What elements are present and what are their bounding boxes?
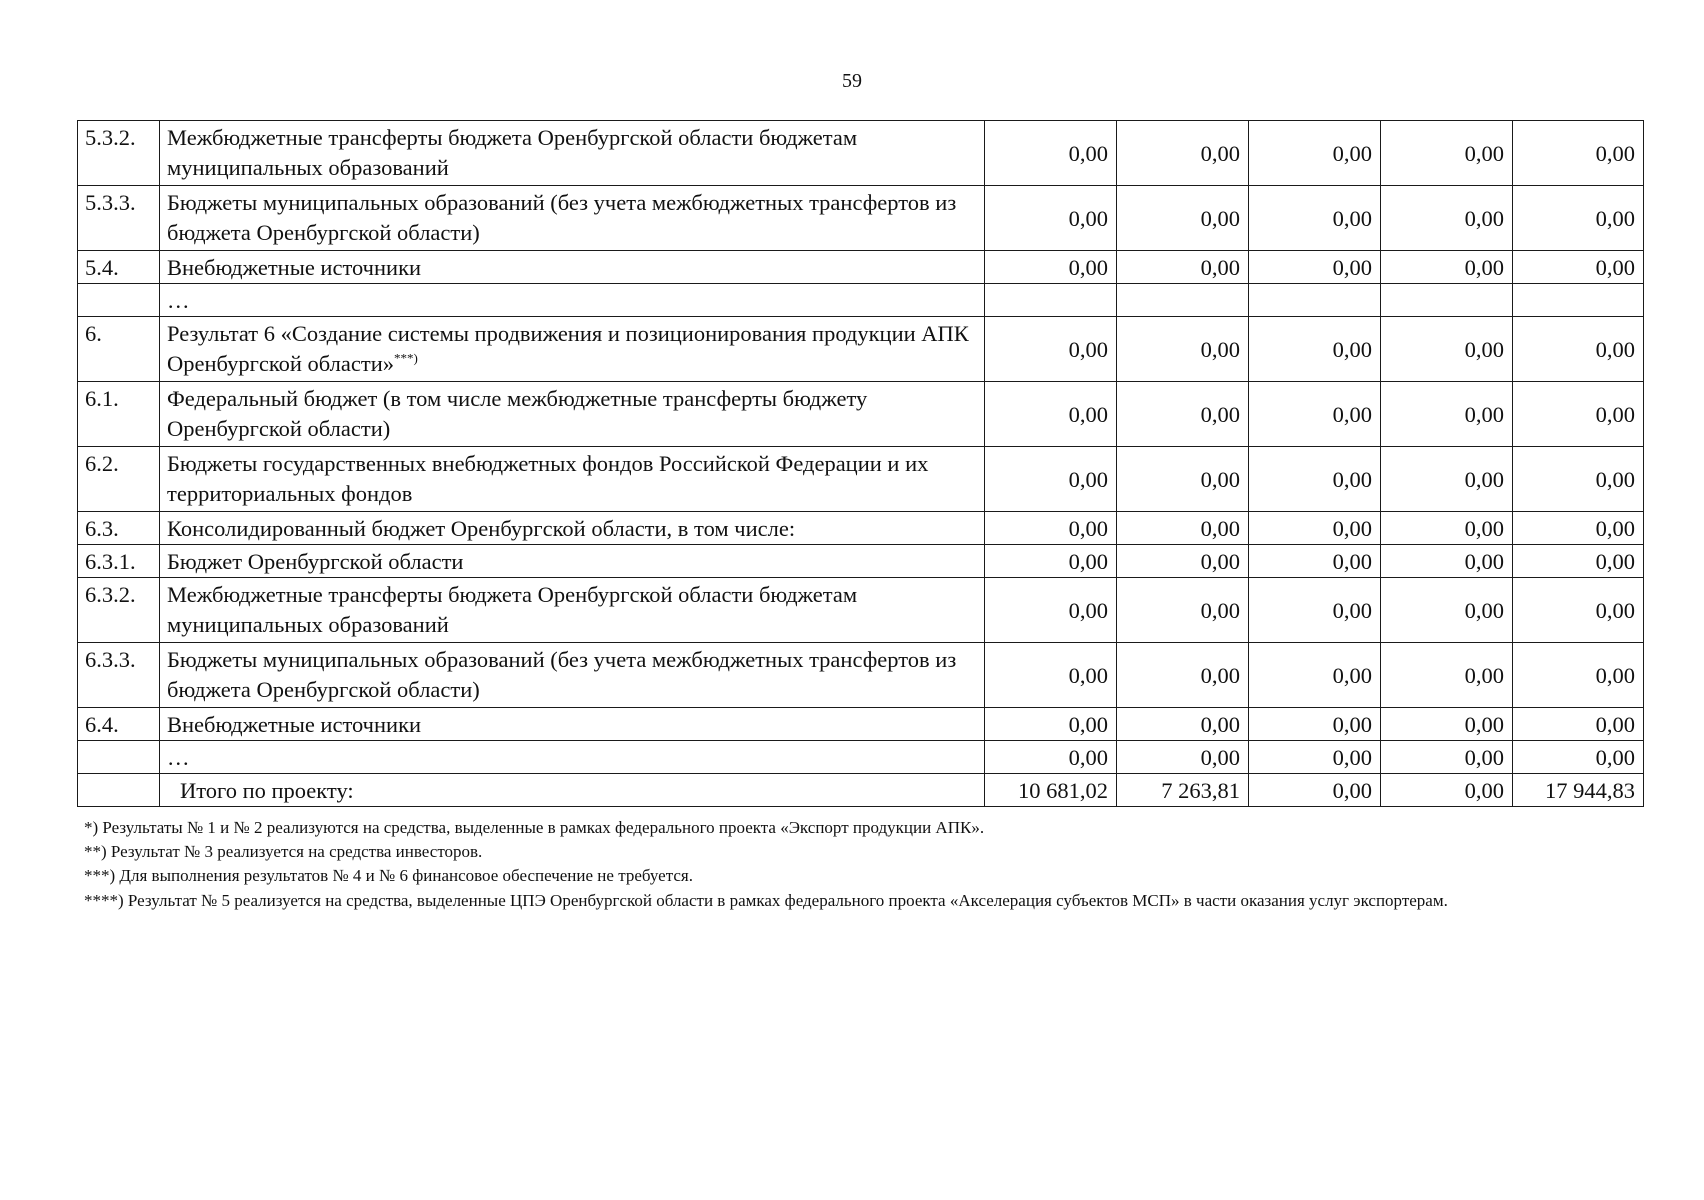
total-row — [78, 774, 1644, 807]
row-name-text: Федеральный бюджет (в том числе межбюджетные трансферты бюджету Оренбургской области) — [167, 386, 868, 441]
row-value: 0,00 — [1249, 578, 1381, 643]
row-name — [160, 382, 985, 447]
row-value: 0,00 — [1249, 382, 1381, 447]
row-value: 0,00 — [1381, 643, 1513, 708]
row-code: 6.4. — [78, 708, 160, 741]
row-name — [160, 251, 985, 284]
row-value: 0,00 — [1249, 708, 1381, 741]
budget-table-body — [78, 121, 1644, 807]
row-value: 0,00 — [1381, 447, 1513, 512]
footnote: *) Результаты № 1 и № 2 реализуются на средства, выделенные в рамках федерального проекта «Экспорт продукции АПК». — [84, 818, 985, 837]
footnote: ***) Для выполнения результатов № 4 и № 6 финансовое обеспечение не требуется. — [84, 866, 693, 885]
row-value: 0,00 — [985, 741, 1117, 774]
row-value: 0,00 — [985, 186, 1117, 251]
row-value: 0,00 — [1513, 317, 1644, 382]
row-value: 0,00 — [1381, 186, 1513, 251]
row-value: 0,00 — [1513, 578, 1644, 643]
row-value: 0,00 — [985, 512, 1117, 545]
footnote-marker: ***) — [394, 350, 418, 366]
row-value: 0,00 — [1117, 545, 1249, 578]
budget-table — [77, 120, 1644, 807]
row-value: 0,00 — [1249, 741, 1381, 774]
row-name-text: Консолидированный бюджет Оренбургской области, в том числе: — [167, 516, 796, 541]
row-name-text: Бюджеты государственных внебюджетных фондов Российской Федерации и их территориальных фондов — [167, 451, 929, 506]
row-value: 0,00 — [1381, 741, 1513, 774]
row-code: 6.3. — [78, 512, 160, 545]
total-value: 0,00 — [1381, 774, 1513, 807]
row-value: 0,00 — [1513, 121, 1644, 186]
row-name-text: Бюджеты муниципальных образований (без учета межбюджетных трансфертов из бюджета Оренбургской области) — [167, 647, 957, 702]
row-value: 0,00 — [1513, 186, 1644, 251]
row-name — [160, 284, 985, 317]
row-value: 0,00 — [1117, 741, 1249, 774]
row-name-text: Результат 6 «Создание системы продвижения и позиционирования продукции АПК Оренбургской области» — [167, 321, 969, 376]
row-code — [78, 741, 160, 774]
row-code: 6.2. — [78, 447, 160, 512]
footnotes — [84, 816, 1644, 913]
row-value: 0,00 — [1249, 186, 1381, 251]
row-value: 0,00 — [1249, 545, 1381, 578]
row-value: 0,00 — [1249, 447, 1381, 512]
row-value: 0,00 — [985, 643, 1117, 708]
row-value: 0,00 — [1381, 317, 1513, 382]
row-value: 0,00 — [1513, 382, 1644, 447]
row-value: 0,00 — [1381, 251, 1513, 284]
row-name — [160, 447, 985, 512]
row-value: 0,00 — [1117, 186, 1249, 251]
row-code: 6.1. — [78, 382, 160, 447]
table-row — [78, 317, 1644, 382]
table-row — [78, 447, 1644, 512]
row-value — [1249, 284, 1381, 317]
page-number: 59 — [842, 70, 862, 92]
row-code: 6.3.3. — [78, 643, 160, 708]
table-row — [78, 643, 1644, 708]
row-value: 0,00 — [1381, 512, 1513, 545]
table-row — [78, 578, 1644, 643]
total-label: Итого по проекту: — [160, 774, 985, 807]
row-name — [160, 708, 985, 741]
row-value: 0,00 — [1381, 382, 1513, 447]
row-name — [160, 317, 985, 382]
total-value: 7 263,81 — [1117, 774, 1249, 807]
row-code: 6. — [78, 317, 160, 382]
row-code: 5.4. — [78, 251, 160, 284]
row-value: 0,00 — [1513, 708, 1644, 741]
row-value: 0,00 — [985, 708, 1117, 741]
row-name — [160, 578, 985, 643]
row-value: 0,00 — [1513, 447, 1644, 512]
row-value: 0,00 — [985, 545, 1117, 578]
row-value: 0,00 — [985, 251, 1117, 284]
row-name — [160, 186, 985, 251]
row-name-text: … — [167, 288, 190, 313]
row-value: 0,00 — [1117, 578, 1249, 643]
table-row — [78, 512, 1644, 545]
row-code: 5.3.3. — [78, 186, 160, 251]
row-value: 0,00 — [1249, 512, 1381, 545]
row-value: 0,00 — [1249, 317, 1381, 382]
row-value: 0,00 — [1513, 643, 1644, 708]
row-value: 0,00 — [985, 317, 1117, 382]
row-value: 0,00 — [1117, 708, 1249, 741]
row-value: 0,00 — [1381, 545, 1513, 578]
table-row — [78, 121, 1644, 186]
table-row — [78, 251, 1644, 284]
row-value: 0,00 — [1513, 251, 1644, 284]
footnote: ****) Результат № 5 реализуется на средства, выделенные ЦПЭ Оренбургской области в рамках федерального проекта «Акселерация субъектов МСП» в части оказания услуг экспортерам. — [84, 891, 1448, 910]
row-value: 0,00 — [1117, 512, 1249, 545]
row-value: 0,00 — [1381, 121, 1513, 186]
row-value: 0,00 — [1117, 643, 1249, 708]
row-value: 0,00 — [1249, 643, 1381, 708]
row-value: 0,00 — [1513, 512, 1644, 545]
row-code: 5.3.2. — [78, 121, 160, 186]
row-value: 0,00 — [1381, 708, 1513, 741]
row-value: 0,00 — [1117, 317, 1249, 382]
row-name — [160, 741, 985, 774]
row-value: 0,00 — [1117, 121, 1249, 186]
total-value: 0,00 — [1249, 774, 1381, 807]
row-name-text: Бюджет Оренбургской области — [167, 549, 464, 574]
row-value: 0,00 — [1117, 447, 1249, 512]
row-value: 0,00 — [985, 578, 1117, 643]
row-value: 0,00 — [1249, 121, 1381, 186]
row-name — [160, 545, 985, 578]
row-value: 0,00 — [1117, 251, 1249, 284]
row-value: 0,00 — [985, 382, 1117, 447]
row-value: 0,00 — [985, 121, 1117, 186]
row-code: 6.3.1. — [78, 545, 160, 578]
total-code — [78, 774, 160, 807]
row-name — [160, 643, 985, 708]
row-name — [160, 121, 985, 186]
table-row — [78, 284, 1644, 317]
row-value — [1381, 284, 1513, 317]
row-value: 0,00 — [1381, 578, 1513, 643]
row-code — [78, 284, 160, 317]
row-name-text: … — [167, 745, 190, 770]
table-row — [78, 382, 1644, 447]
row-value — [985, 284, 1117, 317]
row-value: 0,00 — [1513, 545, 1644, 578]
row-name-text: Межбюджетные трансферты бюджета Оренбургской области бюджетам муниципальных образований — [167, 125, 858, 180]
table-row — [78, 186, 1644, 251]
row-value: 0,00 — [1117, 382, 1249, 447]
row-code: 6.3.2. — [78, 578, 160, 643]
table-row — [78, 708, 1644, 741]
row-value: 0,00 — [1249, 251, 1381, 284]
row-value — [1117, 284, 1249, 317]
table-row — [78, 545, 1644, 578]
row-value: 0,00 — [985, 447, 1117, 512]
total-value: 10 681,02 — [985, 774, 1117, 807]
row-value: 0,00 — [1513, 741, 1644, 774]
row-name-text: Внебюджетные источники — [167, 255, 422, 280]
row-name-text: Межбюджетные трансферты бюджета Оренбургской области бюджетам муниципальных образований — [167, 582, 858, 637]
row-name — [160, 512, 985, 545]
table-row — [78, 741, 1644, 774]
total-value: 17 944,83 — [1513, 774, 1644, 807]
row-value — [1513, 284, 1644, 317]
footnote: **) Результат № 3 реализуется на средства инвесторов. — [84, 842, 483, 861]
row-name-text: Бюджеты муниципальных образований (без учета межбюджетных трансфертов из бюджета Оренбургской области) — [167, 190, 957, 245]
row-name-text: Внебюджетные источники — [167, 712, 422, 737]
